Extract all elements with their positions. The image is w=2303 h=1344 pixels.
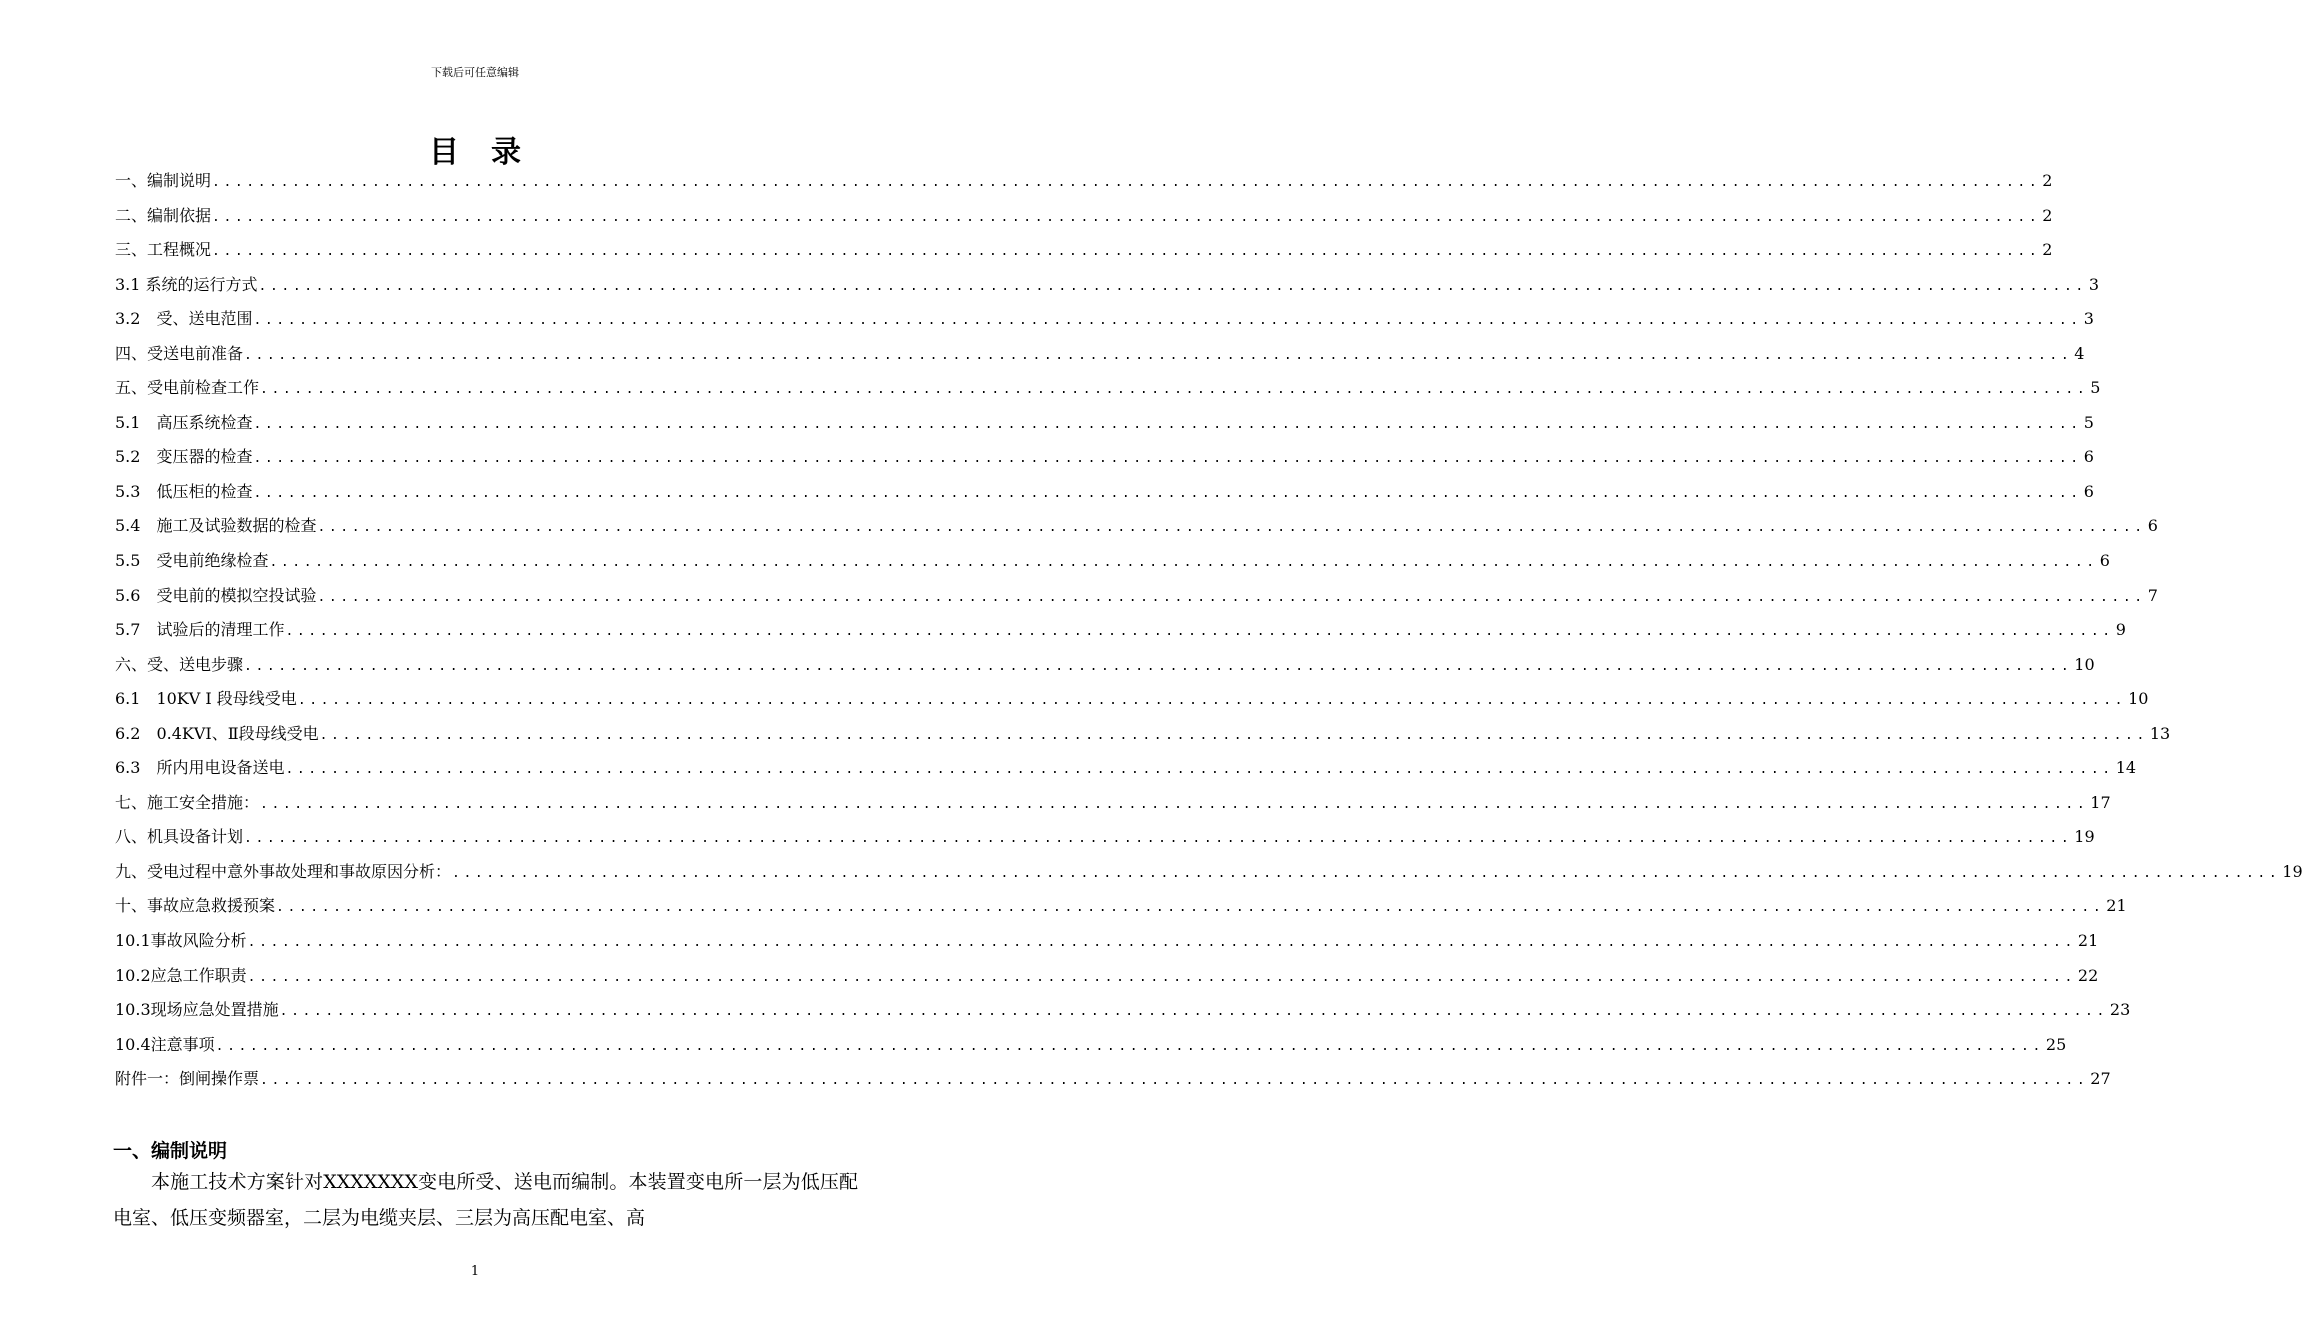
page-header: 下载后可任意编辑: [431, 66, 519, 79]
toc-entry-label: 6.1 10KV I 段母线受电: [115, 689, 297, 709]
toc-leader-dots: ................................................................................................................................................................: [244, 831, 2073, 847]
toc-entry-label: 10.2应急工作职责: [115, 965, 247, 985]
toc-entry[interactable]: [115, 1062, 2111, 1097]
toc-leader-dots: ................................................................................................................................................................: [297, 693, 2127, 709]
toc-entry[interactable]: [115, 579, 2158, 614]
toc-entry-page: 14: [2115, 758, 2137, 778]
toc-entry-label: 一、编制说明: [115, 171, 212, 190]
toc-entry-page: 2: [2042, 240, 2053, 260]
toc-entry-label: 5.5 受电前绝缘检查: [115, 551, 269, 571]
toc-entry[interactable]: [115, 544, 2110, 579]
toc-entry-label: 五、受电前检查工作: [115, 378, 260, 398]
toc-entry-page: 2: [2042, 205, 2053, 225]
toc-leader-dots: ................................................................................................................................................................: [260, 1073, 2089, 1089]
toc-entry-page: 21: [2106, 896, 2127, 916]
toc-entry-label: 九、受电过程中意外事故处理和事故原因分析：: [115, 861, 452, 881]
toc-entry-label: 10.1事故风险分析: [115, 931, 247, 951]
toc-entry-page: 4: [2074, 343, 2085, 363]
page-number: 1: [470, 1264, 480, 1279]
toc-leader-dots: ................................................................................................................................................................: [253, 416, 2082, 432]
toc-leader-dots: ................................................................................................................................................................: [269, 555, 2098, 571]
toc-entry-page: 6: [2083, 481, 2094, 501]
toc-entry-page: 2: [2042, 171, 2053, 190]
toc-entry-page: 13: [2149, 723, 2171, 743]
toc-entry[interactable]: [115, 371, 2101, 406]
toc-leader-dots: ................................................................................................................................................................: [285, 624, 2114, 640]
toc-entry-label: 5.4 施工及试验数据的检查: [115, 516, 317, 536]
toc-entry-page: 5: [2090, 378, 2101, 398]
toc-leader-dots: ................................................................................................................................................................: [452, 865, 2281, 881]
toc-entry-label: 二、编制依据: [115, 205, 212, 225]
toc-entry-page: 27: [2090, 1069, 2111, 1089]
toc-entry-page: 5: [2083, 412, 2094, 432]
toc-entry-page: 9: [2115, 620, 2126, 640]
toc-leader-dots: ................................................................................................................................................................: [285, 762, 2114, 778]
toc-entry[interactable]: [115, 475, 2094, 510]
toc-entry[interactable]: [115, 268, 2099, 303]
toc-entry[interactable]: [115, 889, 2127, 924]
toc-title: 目录: [429, 135, 553, 170]
toc-entry-label: 十、事故应急救援预案: [115, 896, 276, 916]
toc-entry-page: 17: [2090, 792, 2111, 812]
toc-entry[interactable]: [115, 1028, 2067, 1063]
toc-entry[interactable]: [115, 164, 2053, 199]
toc-leader-dots: ................................................................................................................................................................: [276, 900, 2105, 916]
toc-leader-dots: ................................................................................................................................................................: [260, 382, 2089, 398]
table-of-contents: [115, 164, 2303, 1097]
toc-entry-page: 6: [2083, 447, 2094, 467]
toc-entry[interactable]: [115, 993, 2131, 1028]
toc-entry[interactable]: [115, 302, 2094, 337]
toc-leader-dots: ................................................................................................................................................................: [260, 796, 2089, 812]
toc-entry-page: 3: [2088, 274, 2099, 294]
toc-entry-label: 10.3现场应急处置措施: [115, 1000, 279, 1020]
toc-entry-page: 10: [2128, 689, 2149, 709]
toc-entry-page: 25: [2045, 1034, 2067, 1054]
toc-leader-dots: ................................................................................................................................................................: [253, 451, 2082, 467]
section-heading: 一、编制说明: [113, 1140, 228, 1162]
toc-entry[interactable]: [115, 786, 2111, 821]
toc-entry-label: 6.3 所内用电设备送电: [115, 758, 285, 778]
toc-leader-dots: ................................................................................................................................................................: [317, 589, 2146, 605]
toc-entry-page: 22: [2077, 965, 2099, 985]
toc-entry-label: 6.2 0.4KVⅠ、Ⅱ段母线受电: [115, 723, 319, 743]
toc-entry-page: 21: [2077, 931, 2099, 951]
toc-entry[interactable]: [115, 924, 2099, 959]
toc-entry-page: 19: [2074, 827, 2095, 847]
toc-entry[interactable]: [115, 440, 2094, 475]
toc-entry[interactable]: [115, 199, 2053, 234]
toc-entry-label: 七、施工安全措施：: [115, 792, 260, 812]
toc-entry[interactable]: [115, 406, 2094, 441]
toc-entry-label: 六、受、送电步骤: [115, 654, 244, 674]
toc-leader-dots: ................................................................................................................................................................: [247, 969, 2076, 985]
toc-leader-dots: ................................................................................................................................................................: [212, 209, 2041, 225]
toc-leader-dots: ................................................................................................................................................................: [212, 175, 2041, 190]
toc-entry-label: 3.1 系统的运行方式: [115, 274, 258, 294]
toc-entry[interactable]: [115, 751, 2137, 786]
body-paragraph: 本施工技术方案针对XXXXXXX变电所受、送电而编制。本装置变电所一层为低压配电室、低压变频器室，二层为电缆夹层、三层为高压配电室、高: [113, 1171, 858, 1229]
toc-entry-page: 7: [2147, 585, 2158, 605]
toc-entry-label: 5.6 受电前的模拟空投试验: [115, 585, 317, 605]
toc-leader-dots: ................................................................................................................................................................: [258, 278, 2087, 294]
toc-entry-page: 6: [2099, 551, 2110, 571]
toc-entry-page: 23: [2109, 1000, 2131, 1020]
toc-entry[interactable]: [115, 682, 2149, 717]
toc-entry[interactable]: [115, 613, 2126, 648]
toc-leader-dots: ................................................................................................................................................................: [212, 244, 2041, 260]
toc-entry-label: 5.2 变压器的检查: [115, 447, 253, 467]
toc-leader-dots: ................................................................................................................................................................: [317, 520, 2146, 536]
toc-entry-label: 附件一：倒闸操作票: [115, 1069, 260, 1089]
toc-entry-label: 八、机具设备计划: [115, 827, 244, 847]
toc-entry-label: 5.3 低压柜的检查: [115, 481, 253, 501]
toc-entry-label: 四、受送电前准备: [115, 343, 244, 363]
toc-entry[interactable]: [115, 233, 2053, 268]
toc-leader-dots: ................................................................................................................................................................: [253, 485, 2082, 501]
toc-leader-dots: ................................................................................................................................................................: [244, 658, 2073, 674]
toc-leader-dots: ................................................................................................................................................................: [247, 935, 2076, 951]
toc-leader-dots: ................................................................................................................................................................: [215, 1038, 2044, 1054]
toc-entry-label: 10.4注意事项: [115, 1034, 215, 1054]
toc-leader-dots: ................................................................................................................................................................: [319, 727, 2148, 743]
toc-entry-label: 5.1 高压系统检查: [115, 412, 253, 432]
toc-entry[interactable]: [115, 717, 2171, 752]
toc-entry[interactable]: [115, 855, 2303, 890]
toc-entry[interactable]: [115, 648, 2095, 683]
toc-entry-page: 3: [2083, 309, 2094, 329]
toc-leader-dots: ................................................................................................................................................................: [279, 1004, 2108, 1020]
toc-entry-page: 10: [2074, 654, 2095, 674]
toc-leader-dots: ................................................................................................................................................................: [244, 347, 2073, 363]
toc-entry[interactable]: [115, 337, 2085, 372]
toc-entry-label: 5.7 试验后的清理工作: [115, 620, 285, 640]
toc-entry-page: 19: [2282, 861, 2303, 881]
toc-entry-label: 3.2 受、送电范围: [115, 309, 253, 329]
toc-leader-dots: ................................................................................................................................................................: [253, 313, 2082, 329]
toc-entry[interactable]: [115, 959, 2099, 994]
toc-entry[interactable]: [115, 820, 2095, 855]
toc-entry[interactable]: [115, 509, 2158, 544]
toc-entry-page: 6: [2147, 516, 2158, 536]
toc-entry-label: 三、工程概况: [115, 240, 212, 260]
